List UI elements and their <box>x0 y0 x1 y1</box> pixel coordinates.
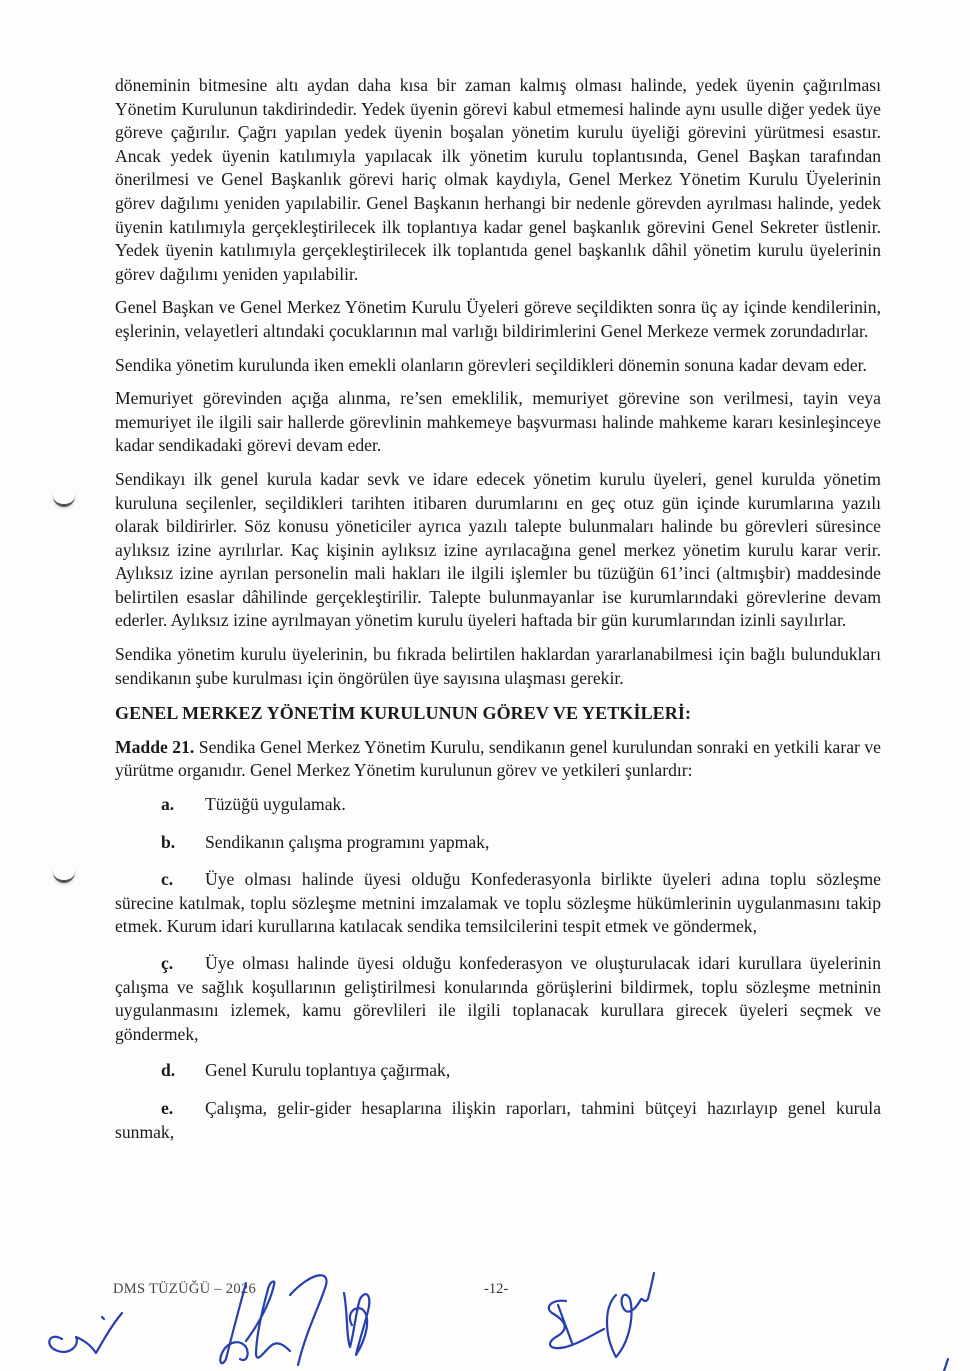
paragraph: Memuriyet görevinden açığa alınma, re’sen emeklilik, memuriyet görevine son verilmesi, tayin veya memuriyet ile ilgili sair hallerde görevlinin mahkemeye başvurması halinde mahkeme kararı kesinleşinceye kadar sendikadaki görevi devam eder. <box>115 388 881 456</box>
list-item-text: Çalışma, gelir-gider hesaplarına ilişkin raporları, tahmini bütçeyi hazırlayıp genel kurula sunmak, <box>115 1097 881 1142</box>
signature-6 <box>549 1301 604 1348</box>
list-item-label: b. <box>161 831 176 852</box>
list-item-label: a. <box>161 794 175 815</box>
signatures <box>0 1255 970 1371</box>
signature-1 <box>49 1313 122 1353</box>
punch-hole-mark <box>53 490 75 507</box>
list-item <box>115 793 881 817</box>
paragraph: Sendika yönetim kurulu üyelerinin, bu fıkrada belirtilen haklardan yararlanabilmesi için bağlı bulundukları sendikanın şube kurulması için öngörülen üye sayısına ulaşması gerekir. <box>115 644 881 688</box>
paragraph: Genel Başkan ve Genel Merkez Yönetim Kurulu Üyeleri göreve seçildikten sonra üç ay içinde kendilerinin, eşlerinin, velayetleri altındaki çocuklarının mal varlığı bildirimlerini Genel Merkeze vermek zorundadırlar. <box>115 297 881 341</box>
list-item-text: Üye olması halinde üyesi olduğu Konfederasyonla birlikte üyeleri adına toplu sözleşme sürecine katılmak, toplu sözleşme metnini imzalamak ve toplu sözleşme hükümlerinin uygulanmasını takip etmek. Kurum idari kurullarına katılacak sendika temsilcilerini tespit etmek ve göndermek, <box>115 869 881 937</box>
list-item-text: Sendikanın çalışma programını yapmak, <box>205 831 490 852</box>
list-item-label: ç. <box>161 953 174 973</box>
punch-hole-mark <box>53 866 75 883</box>
list-item-label: d. <box>161 1060 176 1081</box>
footer-document-title: DMS TÜZÜĞÜ – 2026 <box>113 1281 256 1297</box>
list-item-text: Genel Kurulu toplantıya çağırmak, <box>205 1060 451 1081</box>
paragraph: Sendikayı ilk genel kurula kadar sevk ve idare edecek yönetim kurulu üyeleri, genel kurulda yönetim kuruluna seçilenler, seçildikleri tarihten itibaren durumlarını en geç otuz gün içinde kurumlarına yazılı olarak bildirirler. Söz konusu yöneticiler ayrıca yazılı talepte bulunmaları halinde bu görevleri süresince aylıksız izine ayrılırlar. Kaç kişinin aylıksız izine ayrılacağına genel merkez yönetim kurulu karar verir. Aylıksız izine ayrılan personelin mali hakları ile ilgili işlemler bu tüzüğün 61’inci (altmışbir) maddesinde belirtilen esaslar dâhilinde gerçekleştirilir. Talepte bulunmayanlar ise kurumlarındaki görevlerine devam ederler. Aylıksız izine ayrılmayan yönetim kurulu üyeleri haftada bir gün kurumlarından izinli sayılırlar. <box>115 468 881 631</box>
list-item <box>115 1059 881 1083</box>
article-paragraph <box>115 736 881 783</box>
signature-3 <box>246 1282 290 1358</box>
paragraph: döneminin bitmesine altı aydan daha kısa bir zaman kalmış olması halinde, yedek üyenin çağırılması Yönetim Kurulunun takdirindedir. Yedek üyenin görevi kabul etmemesi halinde aynı usulle diğer yedek üye göreve çağırılır. Çağrı yapılan yedek üyenin boşalan yönetim kurulu üyeliği görevini yürütmesi esastır. Ancak yedek üyenin katılımıyla yapılacak ilk yönetim kurulu toplantısında, Genel Başkan tarafından önerilmesi ve Genel Başkanlık görevi hariç olmak kaydıyla, Genel Merkez Yönetim Kurulu Üyelerinin görev dağılımı yeniden yapılabilir. Genel Başkanın herhangi bir nedenle görevden ayrılması halinde, yedek üyenin katılımıyla gerçekleştirilecek ilk toplantıya kadar genel başkanlık görevini Genel Sekreter üstlenir. Yedek üyenin katılımıyla gerçekleştirilecek ilk toplantıda genel başkanlık dâhil yönetim kurulu üyelerinin görev dağılımı yeniden yapılabilir. <box>115 75 881 284</box>
paragraph: Sendika yönetim kurulunda iken emekli olanların görevleri seçildikleri dönemin sonuna kadar devam eder. <box>115 354 867 375</box>
list-item-text: Üye olması halinde üyesi olduğu konfederasyon ve oluşturulacak idari kurullara üyelerinin çalışma ve sağlık koşullarının geliştirilmesi konularında görüşlerini bildirmek, toplu sözleşme metninin uygulanmasını izlemek, kamu görevlileri ile ilgili toplanacak kurullara girecek üyeleri seçmek ve göndermek, <box>115 953 881 1044</box>
list-item <box>115 868 881 939</box>
list-item <box>115 952 881 1046</box>
section-heading: GENEL MERKEZ YÖNETİM KURULUNUN GÖREV VE YETKİLERİ: <box>115 703 692 724</box>
list-item-label: e. <box>161 1097 174 1118</box>
list-item-label: c. <box>161 869 174 890</box>
signature-4 <box>290 1275 327 1365</box>
footer-page-number: -12- <box>484 1281 509 1297</box>
list-item <box>115 831 881 855</box>
article-text: Sendika Genel Merkez Yönetim Kurulu, sendikanın genel kurulundan sonraki en yetkili karar ve yürütme organıdır. Genel Merkez Yönetim kurulunun görev ve yetkileri şunlardır: <box>115 736 881 781</box>
signature-5 <box>344 1293 369 1355</box>
stray-ink-mark <box>944 1359 948 1371</box>
document-body <box>115 74 881 1157</box>
list-item-text: Tüzüğü uygulamak. <box>205 794 346 815</box>
signature-2 <box>220 1283 247 1363</box>
signature-7 <box>607 1273 654 1357</box>
article-number: Madde 21. <box>115 736 195 757</box>
list-item <box>115 1097 881 1144</box>
